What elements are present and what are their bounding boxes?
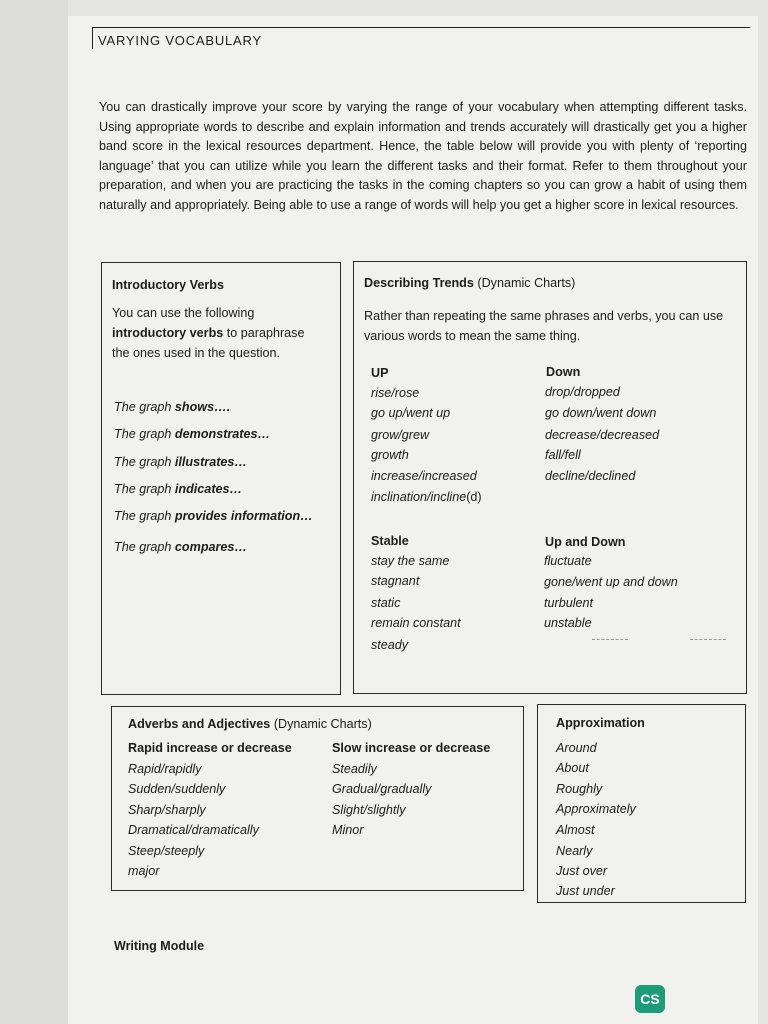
approximation-item-text: Just under [556,884,615,898]
up-item-text: increase/increased [371,469,477,483]
up-and-down-item-text: gone/went up and down [544,575,678,589]
rapid-item [128,803,206,817]
down-item [545,428,659,442]
desc-rest: to paraphrase [226,326,305,340]
desc-bold: introductory verbs [112,326,224,340]
rapid-item [128,844,204,858]
up-item [371,406,450,420]
stable-label: Stable [371,534,409,548]
introductory-verbs-description [112,303,304,363]
slow-item [332,823,364,837]
introductory-verbs-heading: Introductory Verbs [112,278,224,292]
verb-prefix: The graph [114,400,175,414]
stable-item-text: static [371,596,401,610]
up-item [371,490,482,504]
adverbs-heading [128,717,372,731]
approximation-item-text: Approximately [556,802,636,816]
slow-item-text: Minor [332,823,364,837]
up-item-text: growth [371,448,409,462]
verb-prefix: The graph [114,540,175,554]
rapid-item-text: Sudden/suddenly [128,782,226,796]
desc-line-3: the ones used in the question. [112,346,281,360]
up-and-down-item [544,596,593,610]
approximation-item [556,741,597,755]
approximation-item [556,823,595,837]
verb-prefix: The graph [114,455,175,469]
up-and-down-item-text: unstable [544,616,592,630]
approximation-item-text: Almost [556,823,595,837]
approximation-heading: Approximation [556,716,645,730]
up-item-text: go up/went up [371,406,451,420]
scan-mark [690,639,726,640]
introductory-verb-item [114,540,247,554]
approximation-item [556,844,592,858]
approximation-item [556,884,615,898]
approximation-item [556,802,636,816]
adverbs-adjectives-box [111,706,524,891]
describing-trends-description: Rather than repeating the same phrases and verbs, you can use various words to mean the same thing. [364,309,724,343]
rapid-item [128,823,259,837]
approximation-item-text: About [556,761,589,775]
down-item-text: drop/dropped [545,385,620,399]
verb-prefix: The graph [114,427,175,441]
up-and-down-item [544,554,592,568]
rapid-item-text: Steep/steeply [128,844,205,858]
stable-item-text: remain constant [371,616,461,630]
introductory-verb-item [114,455,247,469]
approximation-item-text: Just over [556,864,608,878]
rapid-item [128,782,225,796]
introductory-verb-item [114,482,242,496]
verb-text: indicates… [174,482,243,496]
up-and-down-item-text: turbulent [544,596,594,610]
scan-mark [592,639,628,640]
down-item [545,469,635,483]
slow-item-text: Steadily [332,762,377,776]
down-item [545,448,581,462]
trends-heading-bold: Describing Trends [364,276,474,290]
describing-trends-heading [364,276,575,290]
camscanner-logo: CS [635,985,665,1013]
intro-paragraph: You can drastically improve your score by varying the range of your vocabulary when attempting different tasks. Using appropriate words to describe and explain information and trends accurately will drastically get you a higher band score in the lexical resources department. Hence, the table below will provide you with plenty of ‘reporting language’ that you can utilize while you learn the different tasks and their format. Refer to them throughout your preparation, and when you are practicing the tasks in the coming chapters so you can grow a habit of using them naturally and appropriately. Being able to use a range of words will help you get a higher score in lexical resources. [99,100,747,212]
approximation-item [556,761,589,775]
verb-prefix: The graph [114,482,175,496]
trends-heading-suffix: (Dynamic Charts) [477,276,576,290]
up-item [371,428,429,442]
verb-prefix: The graph [114,509,175,523]
up-and-down-item [544,616,592,630]
down-item-text: decline/declined [545,469,636,483]
verb-text: shows…. [174,400,231,414]
up-item-suffix: (d) [466,490,482,504]
rapid-item-text: Rapid/rapidly [128,762,202,776]
rapid-item-text: major [128,864,160,878]
footer-label: Writing Module [114,939,205,953]
down-label: Down [546,365,581,379]
slow-item-text: Gradual/gradually [332,782,432,796]
verb-text: illustrates… [174,455,248,469]
slow-label: Slow increase or decrease [332,741,491,755]
up-item [371,386,419,400]
rapid-item-text: Sharp/sharply [128,803,206,817]
approximation-item [556,864,607,878]
up-and-down-label: Up and Down [545,535,626,549]
up-item [371,448,409,462]
rapid-item [128,762,202,776]
down-item [545,406,656,420]
verb-text: provides information… [174,509,313,523]
approximation-item-text: Roughly [556,782,603,796]
stable-item-text: stay the same [371,554,450,568]
up-item [371,469,477,483]
up-and-down-item [544,575,678,589]
stable-item [371,616,461,630]
header-rule [92,27,750,28]
stable-item [371,638,408,652]
slow-item [332,782,431,796]
header-tick [92,27,93,49]
verb-text: compares… [174,540,248,554]
introductory-verb-item [114,509,313,523]
introductory-verb-item [114,400,230,414]
rapid-item [128,864,160,878]
desc-line-2 [112,323,304,343]
stable-item [371,554,449,568]
approximation-item-text: Nearly [556,844,593,858]
up-and-down-item-text: fluctuate [544,554,592,568]
slow-item [332,762,377,776]
introductory-verb-item [114,427,270,441]
approximation-item [556,782,602,796]
down-item-text: go down/went down [545,406,657,420]
up-label: UP [371,366,389,380]
stable-item-text: steady [371,638,409,652]
rapid-label: Rapid increase or decrease [128,741,292,755]
stable-item [371,574,419,588]
slow-item [332,803,406,817]
stable-item-text: stagnant [371,574,420,588]
rapid-item-text: Dramatical/dramatically [128,823,259,837]
approximation-item-text: Around [556,741,597,755]
section-title: VARYING VOCABULARY [98,33,262,48]
slow-item-text: Slight/slightly [332,803,406,817]
desc-line-1: You can use the following [112,306,255,320]
down-item [545,385,620,399]
adverbs-heading-suffix: (Dynamic Charts) [273,717,372,731]
stable-item [371,596,400,610]
up-item-text: inclination/incline [371,490,467,504]
up-item-text: grow/grew [371,428,430,442]
down-item-text: fall/fell [545,448,581,462]
down-item-text: decrease/decreased [545,428,660,442]
up-item-text: rise/rose [371,386,420,400]
adverbs-heading-bold: Adverbs and Adjectives [128,717,271,731]
page-edge-shadow [0,0,68,1024]
verb-text: demonstrates… [174,427,271,441]
